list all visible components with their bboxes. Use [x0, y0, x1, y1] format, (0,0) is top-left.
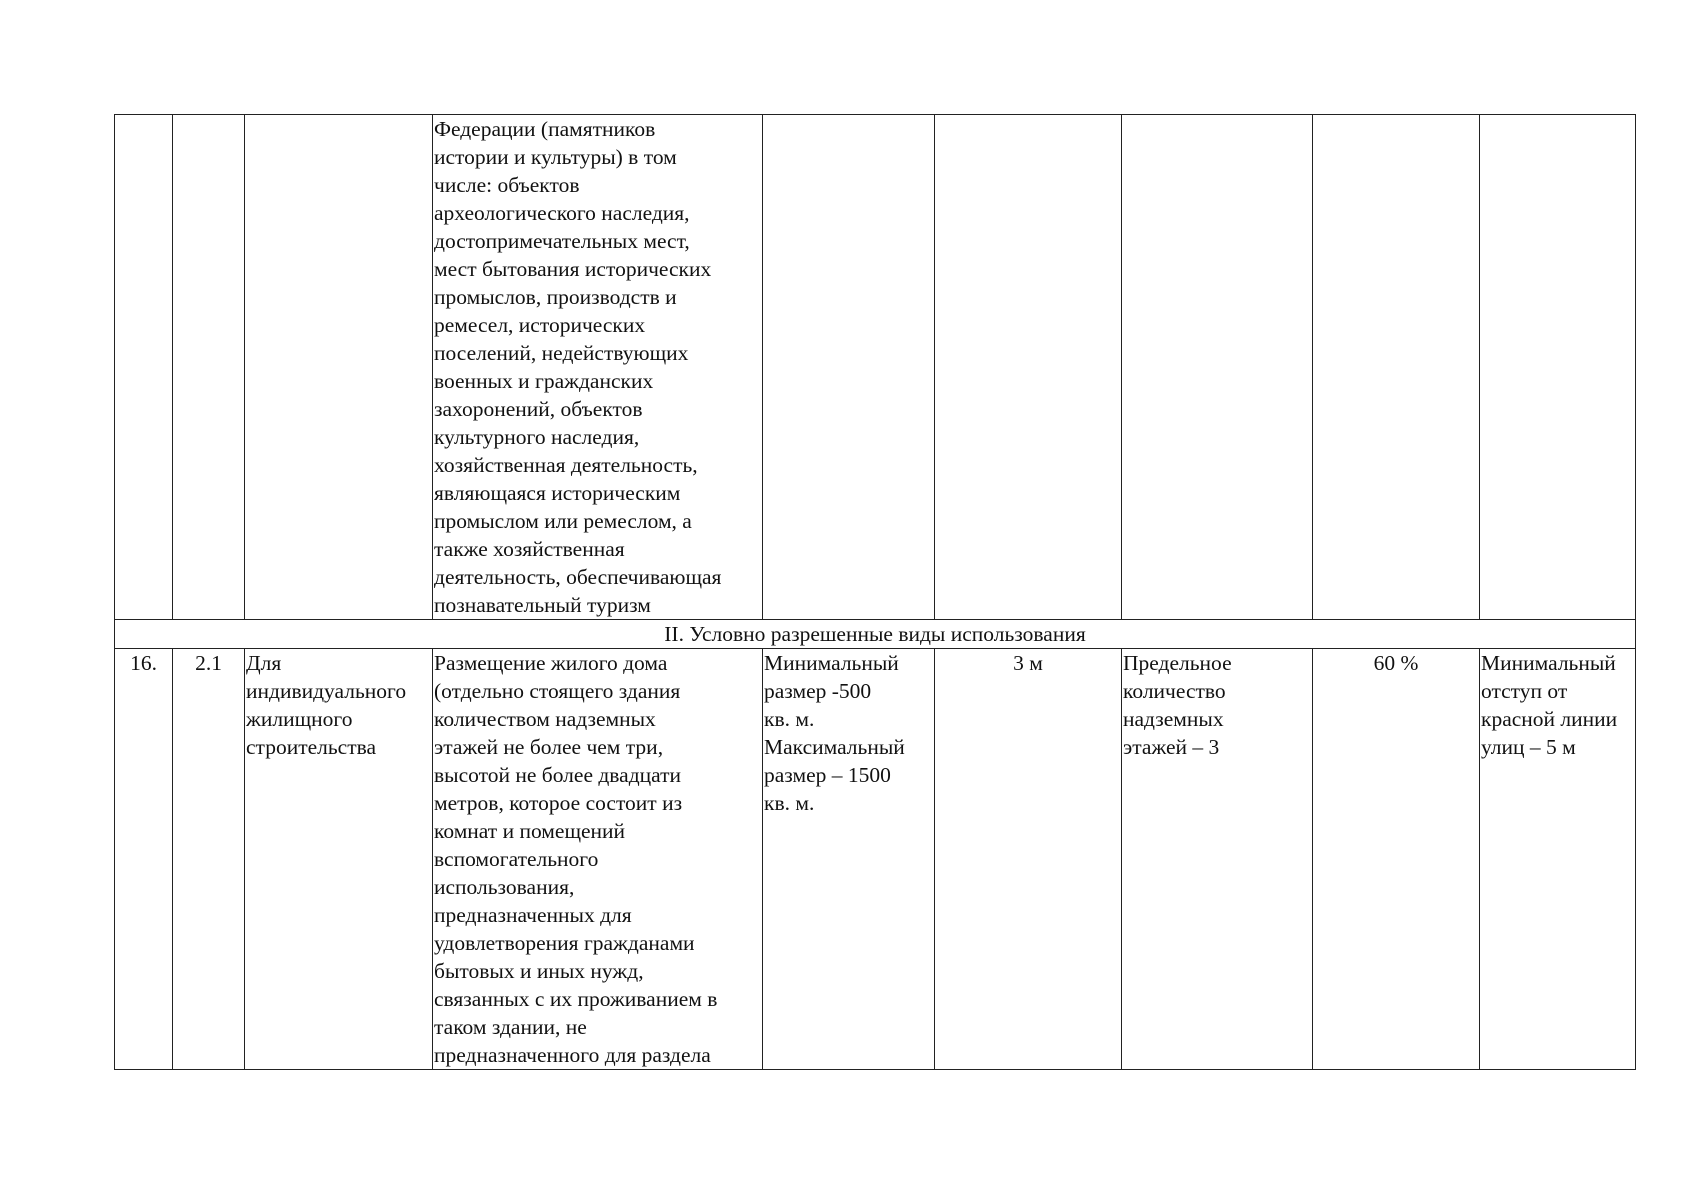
- continuation-row: [115, 115, 1636, 620]
- cell-name: [245, 115, 433, 620]
- row-number: 16.: [115, 649, 173, 1070]
- row-plot-size: Минимальный размер -500 кв. м. Максимальный размер – 1500 кв. м.: [763, 649, 935, 1070]
- land-use-table: [114, 114, 1636, 1070]
- section-header: II. Условно разрешенные виды использования: [115, 620, 1636, 649]
- cell-coverage: [1313, 115, 1480, 620]
- row-code: 2.1: [173, 649, 245, 1070]
- row-setback: 3 м: [935, 649, 1122, 1070]
- cell-setback: [935, 115, 1122, 620]
- row-red-line: Минимальный отступ от красной линии улиц – 5 м: [1480, 649, 1636, 1070]
- cell-red-line: [1480, 115, 1636, 620]
- cell-number: [115, 115, 173, 620]
- row-coverage: 60 %: [1313, 649, 1480, 1070]
- table-row: [115, 649, 1636, 1070]
- cell-plot-size: [763, 115, 935, 620]
- row-name: Для индивидуального жилищного строительства: [245, 649, 433, 1070]
- section-header-row: [115, 620, 1636, 649]
- cell-description: Федерации (памятников истории и культуры) в том числе: объектов археологического наследия, достопримечательных мест, мест бытования исторических промыслов, производств и ремесел, исторических поселений, недействующих военных и гражданских захоронений, объектов культурного наследия, хозяйственная деятельность, являющаяся историческим промыслом или ремеслом, а также хозяйственная деятельность, обеспечивающая познавательный туризм: [433, 115, 763, 620]
- row-description: Размещение жилого дома (отдельно стоящего здания количеством надземных этажей не более чем три, высотой не более двадцати метров, которое состоит из комнат и помещений вспомогательного использования, предназначенных для удовлетворения гражданами бытовых и иных нужд, связанных с их проживанием в таком здании, не предназначенного для раздела: [433, 649, 763, 1070]
- cell-floors: [1122, 115, 1313, 620]
- cell-code: [173, 115, 245, 620]
- row-floors: Предельное количество надземных этажей – 3: [1122, 649, 1313, 1070]
